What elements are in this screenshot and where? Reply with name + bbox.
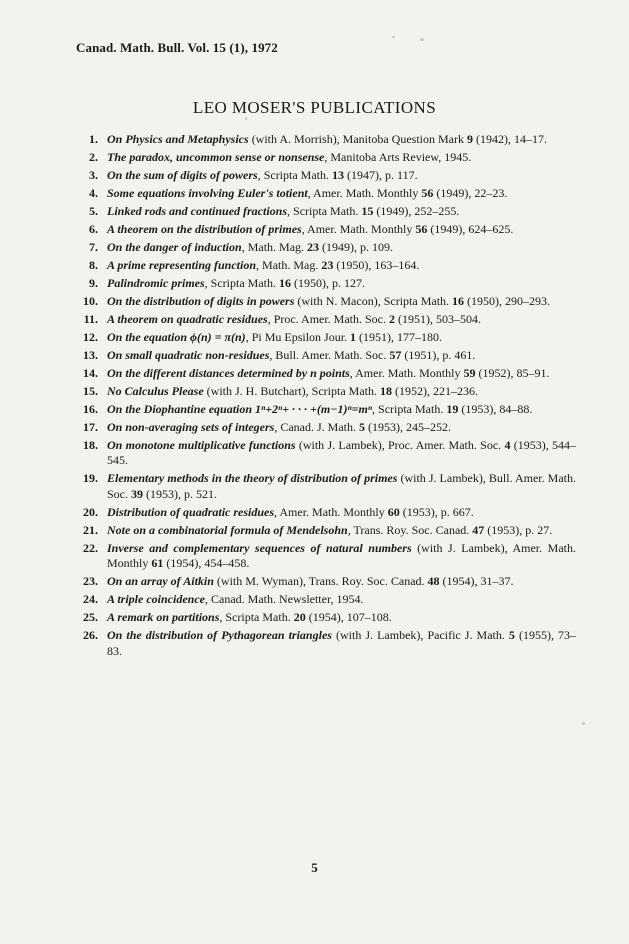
publication-entry [76,541,576,572]
entry-volume: 16 [452,294,465,308]
entry-details: (with N. Macon), Scripta Math. [294,294,453,308]
entry-title: On the danger of induction [107,240,242,254]
entry-volume: 56 [421,186,434,200]
scan-speck [392,36,395,38]
entry-number: 25. [83,610,98,625]
entry-volume: 47 [472,522,485,537]
entry-volume: 56 [415,222,428,236]
entry-number: 11. [83,312,98,326]
publication-entry [76,222,576,237]
entry-volume: 39 [131,486,143,501]
entry-tail: (1955), 73–83. [107,628,576,658]
publication-entry [76,420,576,435]
entry-title: Distribution of quadratic residues [107,504,275,519]
entry-title: A prime representing function [107,258,257,272]
entry-number: 8. [89,258,98,272]
entry-tail: (1949), 624–625. [427,222,514,236]
entry-title: Note on a combinatorial formula of Mendelsohn [107,522,348,537]
entry-number: 14. [83,366,98,380]
publication-entry [76,240,576,255]
entry-tail: (1949), 22–23. [433,186,508,200]
entry-details: (with J. Lambek), Amer. Math. Monthly [107,540,576,571]
entry-volume: 59 [463,366,476,380]
entry-details: , Math. Mag. [256,258,322,272]
entry-tail: (1947), p. 117. [344,168,418,182]
entry-title: On the equation ϕ(n) = π(n) [107,330,246,344]
entry-tail: (1953), 245–252. [365,420,451,434]
publication-entry [76,330,576,345]
entry-number: 26. [83,628,98,643]
entry-number: 15. [83,384,98,398]
publication-entry [76,348,576,363]
entry-title: On the sum of digits of powers [107,168,258,182]
entry-volume: 16 [279,276,291,290]
publication-entry [76,628,576,659]
entry-number: 18. [83,438,98,452]
entry-tail: (1950), 163–164. [333,258,420,272]
entry-title: The paradox, uncommon sense or nonsense [107,150,325,164]
scan-speck [420,38,424,41]
entry-title: A theorem on quadratic residues [107,312,268,326]
entry-number: 20. [83,504,98,519]
entry-volume: 5 [359,420,365,434]
entry-volume: 48 [427,574,440,589]
entry-details: , Math. Mag. [241,240,308,254]
scan-speck [245,117,247,120]
entry-details: , Amer. Math. Monthly [301,222,416,236]
publication-entry [76,258,576,273]
entry-volume: 5 [508,628,515,643]
publication-entry [76,610,576,625]
entry-details: , Amer. Math. Monthly [274,504,388,519]
entry-details: , Canad. J. Math. [274,420,359,434]
entry-volume: 1 [350,330,357,344]
entry-tail: (1951), 503–504. [395,312,482,326]
publication-entry [76,505,576,520]
entry-number: 13. [83,348,98,362]
entry-tail: (1950), 290–293. [464,294,551,308]
entry-title: Palindromic primes [107,276,205,290]
entry-number: 17. [83,420,98,434]
entry-details: , Scripta Math. [219,610,294,625]
entry-number: 16. [83,402,98,416]
entry-volume: 60 [387,504,400,519]
entry-title: Elementary methods in the theory of distribution of primes [107,471,398,486]
entry-details: , Scripta Math. [257,168,333,182]
entry-tail: (1953), p. 667. [399,504,474,519]
entry-volume: 61 [151,556,164,571]
entry-number: 2. [89,150,98,164]
entry-tail: (1951), 177–180. [356,330,443,344]
journal-header: Canad. Math. Bull. Vol. 15 (1), 1972 [76,40,278,55]
publication-entry [76,132,576,147]
entry-number: 19. [83,471,98,486]
publication-entry [76,523,576,538]
publication-entry [76,402,576,417]
entry-details: , Amer. Math. Monthly [349,366,464,380]
entry-number: 21. [83,522,98,537]
page-number: 5 [311,860,318,875]
entry-title: On non-averaging sets of integers [107,420,275,434]
entry-title: Linked rods and continued fractions [107,204,288,218]
entry-tail: (1954), 107–108. [305,610,392,625]
entry-details: , Manitoba Arts Review, 1945. [324,150,472,164]
entry-tail: (1954), 31–37. [439,574,514,589]
entry-tail: (1949), p. 109. [319,240,394,254]
entry-title: On small quadratic non-residues [107,348,270,362]
entry-volume: 15 [361,204,374,218]
entry-title: A theorem on the distribution of primes [107,222,302,236]
entry-details: , Bull. Amer. Math. Soc. [269,348,390,362]
entry-details: , Canad. Math. Newsletter, 1954. [205,592,364,607]
entry-details: , Scripta Math. [287,204,362,218]
publication-entry [76,150,576,165]
entry-number: 3. [89,168,98,182]
entry-number: 7. [89,240,98,254]
entry-details: (with J. H. Butchart), Scripta Math. [203,384,380,398]
entry-tail: (1953), 544–545. [107,438,577,468]
entry-volume: 18 [379,384,392,398]
entry-tail: (1954), 454–458. [163,556,250,571]
entry-volume: 4 [504,438,511,452]
entry-tail: (1952), 221–236. [391,384,478,398]
entry-volume: 23 [321,258,334,272]
entry-tail: (1952), 85–91. [475,366,550,380]
entry-number: 6. [89,222,98,236]
entry-details: , Amer. Math. Monthly [307,186,422,200]
publication-entry [76,366,576,381]
scan-speck [582,722,585,725]
entry-details: , Scripta Math. [204,276,279,290]
publication-entry [76,168,576,183]
entry-title: Some equations involving Euler's totient [107,186,308,200]
entry-tail: (1953), p. 521. [143,486,217,501]
publication-entry [76,294,576,309]
entry-number: 4. [89,186,98,200]
entry-tail: (1942), 14–17. [473,132,547,146]
publication-entry [76,574,576,589]
entry-number: 12. [83,330,98,344]
publication-list [76,132,576,662]
entry-title: On the Diophantine equation 1ⁿ+2ⁿ+ · · · +(m−1)ⁿ=mⁿ [107,402,373,416]
entry-details: (with J. Lambek), Pacific J. Math. [331,628,509,643]
entry-number: 24. [83,592,98,607]
entry-title: Inverse and complementary sequences of natural numbers [107,540,412,555]
entry-details: (with J. Lambek), Proc. Amer. Math. Soc. [295,438,505,452]
entry-tail: (1950), p. 127. [291,276,365,290]
entry-title: On monotone multiplicative functions [107,438,296,452]
entry-volume: 20 [293,610,306,625]
entry-details: , Trans. Roy. Soc. Canad. [347,522,473,537]
entry-title: On Physics and Metaphysics [107,132,249,146]
entry-number: 10. [83,294,98,308]
publication-entry [76,312,576,327]
page-title: LEO MOSER'S PUBLICATIONS [192,98,437,117]
entry-number: 9. [89,276,98,290]
entry-number: 22. [83,540,98,555]
entry-tail: (1949), 252–255. [373,204,460,218]
entry-details: (with M. Wyman), Trans. Roy. Soc. Canad. [213,574,428,589]
entry-number: 23. [83,574,98,589]
publication-entry [76,438,576,469]
entry-volume: 2 [389,312,396,326]
entry-tail: (1953), 84–88. [458,402,533,416]
entry-title: On the distribution of digits in powers [107,294,295,308]
entry-volume: 23 [307,240,320,254]
entry-title: On the distribution of Pythagorean triangles [107,628,332,643]
entry-details: , Scripta Math. [372,402,447,416]
entry-number: 1. [89,132,98,146]
entry-details: (with J. Lambek), Bull. Amer. Math. Soc. [107,471,576,501]
entry-details: (with A. Morrish), Manitoba Question Mark [248,132,467,146]
entry-title: On the different distances determined by n points [107,366,350,380]
entry-title: No Calculus Please [107,384,204,398]
entry-title: A remark on partitions [107,610,220,625]
publication-entry [76,204,576,219]
publication-entry [76,592,576,607]
publication-entry [76,384,576,399]
publication-entry [76,186,576,201]
entry-tail: (1951), p. 461. [401,348,476,362]
publication-entry [76,276,576,291]
publication-entry [76,471,576,502]
entry-volume: 13 [332,168,345,182]
entry-volume: 9 [467,132,473,146]
entry-title: On an array of Aitkin [107,574,214,589]
entry-details: , Pi Mu Epsilon Jour. [245,330,351,344]
entry-volume: 19 [446,402,459,416]
entry-number: 5. [89,204,98,218]
entry-tail: (1953), p. 27. [484,522,553,537]
entry-details: , Proc. Amer. Math. Soc. [267,312,390,326]
entry-title: A triple coincidence [107,592,205,607]
entry-volume: 57 [389,348,402,362]
